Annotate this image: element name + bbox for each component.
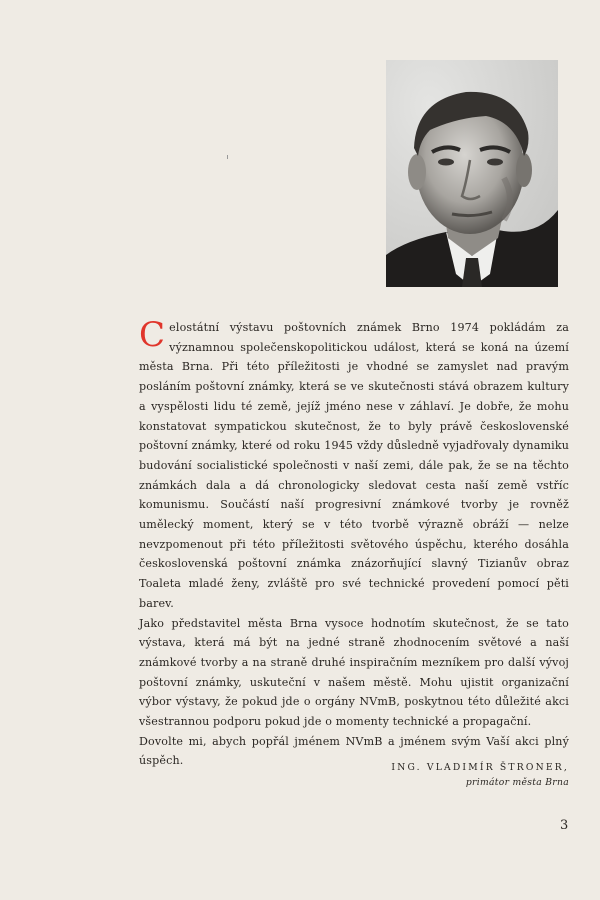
paragraph: Jako představitel města Brna vysoce hodnotím skutečnost, že se tato výstava, která má být na jedné straně zhodnocením světové a naší známkové tvorby a na straně druhé inspiračním mezníkem pro další vývoj poštovní známky, uskuteční v našem městě. Mohu ujistit organizační výbor výstavy, že pokud jde o orgány NVmB, poskytnou této důležité akci všestrannou podporu pokud jde o momenty technické a propagační. (139, 616, 569, 729)
page-number: 3 (560, 818, 569, 833)
paper-speck (227, 155, 228, 159)
paragraph-text: elostátní výstavu poštovních známek Brno 1974 pokládám za významnou společenskopolitickou událost, která se koná na území města Brna. Při této příležitosti je vhodné se zamyslet nad pravým posláním poštovní známky, která se ve skutečnosti stává obrazem kultury a vyspělosti lidu té země, jejíž jméno nese v záhlaví. Je dobře, že mohu konstatovat sympatickou skutečnost, že to byly právě československé poštovní známky, které od roku 1945 vždy důsledně vyjadřovaly dynamiku budování socialistické společnosti v naší zemi, dále pak, že se na těchto známkách dala a dá chronologicky sledovat cesta naší země vstříc komunismu. Součástí naší progresivní známkové tvorby je rovněž umělecký moment, který se v této tvorbě výrazně obráží — nelze nevzpomenout při této příležitosti světového úspěchu, kterého dosáhla československá poštovní známka znázorňující slavný Tizianův obraz Toaleta mladé ženy, zvláště pro své technické provedení pomocí pěti barev. (139, 321, 569, 610)
paragraph (139, 315, 569, 614)
paragraph: Dovolte mi, abych popřál jménem NVmB a jménem svým Vaší akci plný úspěch. (139, 734, 569, 768)
portrait-photo (386, 60, 558, 287)
drop-cap: C (139, 315, 166, 355)
signatory-title: primátor města Brna (465, 777, 569, 788)
signatory-name: ING. VLADIMÍR ŠTRONER, (391, 762, 569, 773)
signature-block (391, 760, 569, 790)
letter-text (139, 315, 569, 771)
